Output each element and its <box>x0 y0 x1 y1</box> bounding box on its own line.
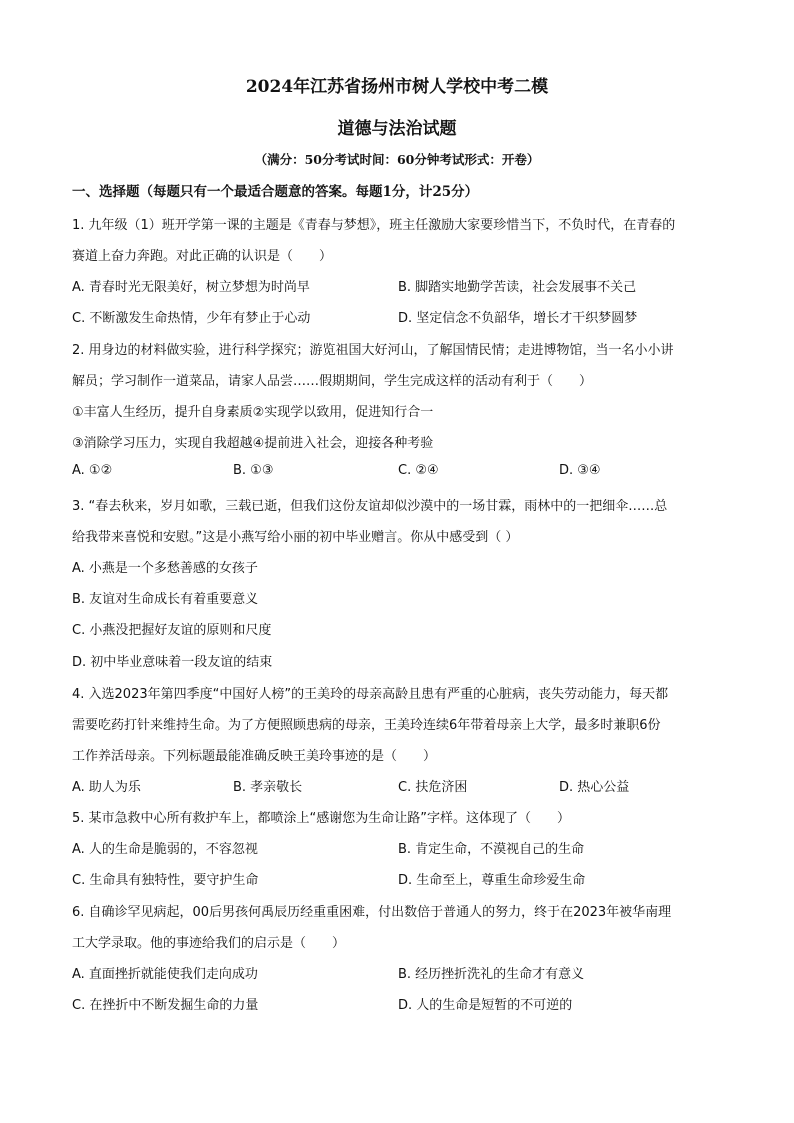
q3-option-c: C. 小燕没把握好友谊的原则和尺度 <box>72 623 272 638</box>
section-heading: 一、选择题（每题只有一个最适合题意的答案。每题1分，计25分） <box>72 184 479 200</box>
q1-option-d: D. 坚定信念不负韶华，增长才干织梦圆梦 <box>398 311 638 326</box>
q6-text-line2: 工大学录取。他的事迹给我们的启示是（ ） <box>72 936 346 951</box>
q3-option-b: B. 友谊对生命成长有着重要意义 <box>72 592 259 607</box>
q2-option-d: D. ③④ <box>559 463 601 478</box>
q6-text-line1: 6. 自确诊罕见病起，00后男孩何禹辰历经重重困难，付出数倍于普通人的努力，终于在2023年被华南理 <box>72 905 672 920</box>
q5-option-d: D. 生命至上，尊重生命珍爱生命 <box>398 873 586 888</box>
q4-text-line3: 工作养活母亲。下列标题最能准确反映王美玲事迹的是（ ） <box>72 749 437 764</box>
q4-text-line2: 需要吃药打针来维持生命。为了方便照顾患病的母亲，王美玲连续6年带着母亲上大学，最多时兼职6份 <box>72 718 661 733</box>
q3-text-line2: 给我带来喜悦和安慰。”这是小燕写给小丽的初中毕业赠言。你从中感受到（ ） <box>72 530 519 545</box>
q4-option-a: A. 助人为乐 <box>72 780 141 795</box>
q4-option-b: B. 孝亲敬长 <box>233 780 303 795</box>
exam-subtitle: 道德与法治试题 <box>337 119 457 139</box>
q1-text-line2: 赛道上奋力奔跑。对此正确的认识是（ ） <box>72 249 333 264</box>
q6-option-a: A. 直面挫折就能使我们走向成功 <box>72 967 258 982</box>
q5-option-b: B. 肯定生命，不漠视自己的生命 <box>398 842 585 857</box>
q4-text-line1: 4. 入选2023年第四季度“中国好人榜”的王美玲的母亲高龄且患有严重的心脏病，丧失劳动能力，每天都 <box>72 687 669 702</box>
q3-option-a: A. 小燕是一个多愁善感的女孩子 <box>72 561 258 576</box>
exam-info: （满分：50分考试时间：60分钟考试形式：开卷） <box>254 152 540 167</box>
q5-option-a: A. 人的生命是脆弱的，不容忽视 <box>72 842 258 857</box>
q2-option-b: B. ①③ <box>233 463 274 478</box>
q6-option-c: C. 在挫折中不断发掘生命的力量 <box>72 998 259 1013</box>
q3-text-line1: 3. “春去秋来，岁月如歌，三载已逝，但我们这份友谊却似沙漠中的一场甘霖，雨林中的一把细伞……总 <box>72 499 668 514</box>
q6-option-d: D. 人的生命是短暂的不可逆的 <box>398 998 573 1013</box>
q4-option-d: D. 热心公益 <box>559 780 630 795</box>
q1-option-a: A. 青春时光无限美好，树立梦想为时尚早 <box>72 280 310 295</box>
q2-text-line2: 解员；学习制作一道菜品，请家人品尝……假期期间，学生完成这样的活动有利于（ ） <box>72 374 593 389</box>
q2-statement-2: ③消除学习压力，实现自我超越④提前进入社会，迎接各种考验 <box>72 436 434 451</box>
q2-option-a: A. ①② <box>72 463 113 478</box>
q1-option-b: B. 脚踏实地勤学苦读，社会发展事不关己 <box>398 280 637 295</box>
q1-option-c: C. 不断激发生命热情，少年有梦止于心动 <box>72 311 311 326</box>
q6-option-b: B. 经历挫折洗礼的生命才有意义 <box>398 967 585 982</box>
q3-option-d: D. 初中毕业意味着一段友谊的结束 <box>72 655 273 670</box>
q1-text-line1: 1. 九年级（1）班开学第一课的主题是《青春与梦想》，班主任激励大家要珍惜当下，不负时代，在青春的 <box>72 218 676 233</box>
q5-text-line1: 5. 某市急救中心所有救护车上，都喷涂上“感谢您为生命让路”字样。这体现了（ ） <box>72 811 571 826</box>
exam-title: 2024年江苏省扬州市树人学校中考二模 <box>245 77 549 97</box>
q4-option-c: C. 扶危济困 <box>398 780 468 795</box>
q2-statement-1: ①丰富人生经历，提升自身素质②实现学以致用，促进知行合一 <box>72 405 434 420</box>
q2-option-c: C. ②④ <box>398 463 439 478</box>
q5-option-c: C. 生命具有独特性，要守护生命 <box>72 873 259 888</box>
q2-text-line1: 2. 用身边的材料做实验，进行科学探究；游览祖国大好河山，了解国情民情；走进博物馆，当一名小小讲 <box>72 343 674 358</box>
